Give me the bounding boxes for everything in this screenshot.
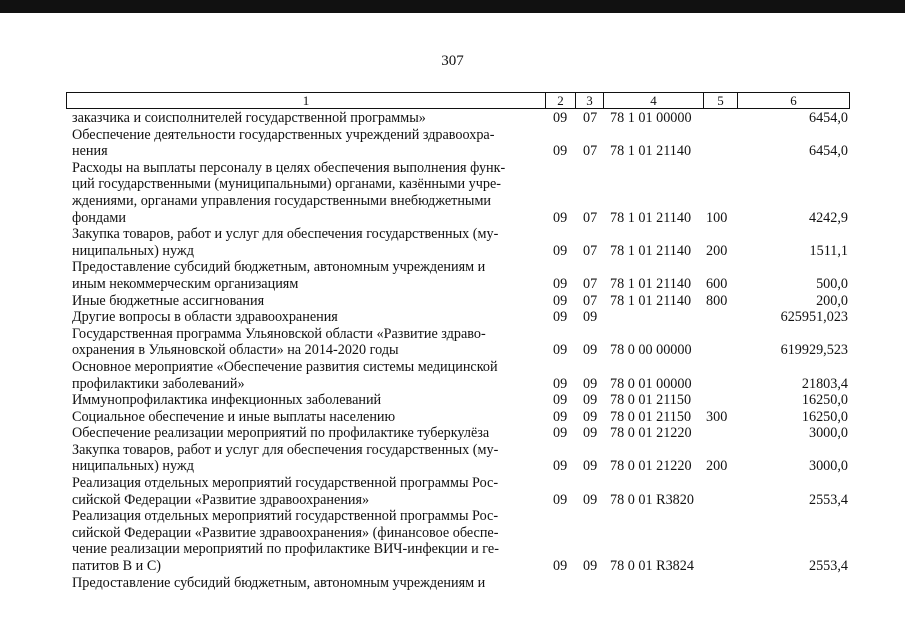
table-row: [72, 259, 852, 292]
row-codes: [72, 276, 852, 293]
description-line: Предоставление субсидий бюджетным, автономным учреждениям и: [72, 574, 486, 591]
description-line: патитов В и С): [72, 558, 162, 575]
row-codes: [72, 243, 852, 260]
description-line: Иные бюджетные ассигнования: [72, 292, 265, 309]
target-article-code: 78 1 01 21140: [610, 292, 692, 309]
header-col-4: 4: [603, 93, 703, 108]
subsection-code: 09: [583, 342, 598, 359]
description-line: Реализация отдельных мероприятий государственной программы Рос-: [72, 475, 499, 492]
table-row: [72, 409, 852, 426]
section-code: 09: [553, 242, 568, 259]
subsection-code: 07: [583, 275, 598, 292]
amount: 21803,4: [801, 375, 848, 392]
row-codes: [72, 210, 852, 227]
amount: 500,0: [816, 275, 848, 292]
description-line: заказчика и соисполнителей государственной программы»: [72, 110, 426, 126]
description-line: Обеспечение деятельности государственных учреждений здравоохра-: [72, 126, 495, 143]
description-line: ниципальных) нужд: [72, 242, 194, 259]
expense-type-code: 200: [706, 242, 728, 259]
section-code: 09: [553, 375, 568, 392]
target-article-code: 78 0 01 R3820: [610, 491, 694, 508]
subsection-code: 09: [583, 425, 598, 442]
amount: 6454,0: [808, 143, 848, 160]
table-row: [72, 442, 852, 475]
table-row: [72, 293, 852, 310]
section-code: 09: [553, 425, 568, 442]
header-col-5: 5: [703, 93, 737, 108]
subsection-code: 07: [583, 209, 598, 226]
section-code: 09: [553, 110, 568, 126]
table-row: [72, 127, 852, 160]
section-code: 09: [553, 309, 568, 326]
target-article-code: 78 0 01 21220: [610, 458, 692, 475]
row-codes: [72, 376, 852, 393]
description-line: Государственная программа Ульяновской области «Развитие здраво-: [72, 325, 486, 342]
expense-type-code: 600: [706, 275, 728, 292]
subsection-code: 09: [583, 375, 598, 392]
amount: 16250,0: [801, 408, 848, 425]
row-codes: [72, 575, 852, 592]
header-col-2: 2: [545, 93, 575, 108]
description-line: Другие вопросы в области здравоохранения: [72, 309, 338, 326]
section-code: 09: [553, 292, 568, 309]
section-code: 09: [553, 209, 568, 226]
row-codes: [72, 293, 852, 310]
description-line: Закупка товаров, работ и услуг для обеспечения государственных (му-: [72, 441, 499, 458]
target-article-code: 78 1 01 00000: [610, 110, 692, 126]
description-line: профилактики заболеваний»: [72, 375, 245, 392]
row-codes: [72, 558, 852, 575]
amount: 16250,0: [801, 392, 848, 409]
amount: 6454,0: [808, 110, 848, 126]
description-line: охранения в Ульяновской области» на 2014-2020 годы: [72, 342, 399, 359]
description-line: Основное мероприятие «Обеспечение развития системы медицинской: [72, 358, 498, 375]
table-row: [72, 425, 852, 442]
target-article-code: 78 0 00 00000: [610, 342, 692, 359]
section-code: 09: [553, 408, 568, 425]
section-code: 09: [553, 275, 568, 292]
section-code: 09: [553, 558, 568, 575]
subsection-code: 09: [583, 408, 598, 425]
table-row: [72, 326, 852, 359]
table-header: [66, 92, 850, 109]
header-col-6: 6: [737, 93, 849, 108]
description-line: иным некоммерческим организациям: [72, 275, 299, 292]
table-row: [72, 575, 852, 592]
target-article-code: 78 1 01 21140: [610, 275, 692, 292]
header-col-1: 1: [302, 93, 310, 108]
row-codes: [72, 458, 852, 475]
section-code: 09: [553, 342, 568, 359]
subsection-code: 09: [583, 491, 598, 508]
description-line: Реализация отдельных мероприятий государственной программы Рос-: [72, 508, 499, 525]
table-row: [72, 309, 852, 326]
table-row: [72, 508, 852, 574]
amount: 3000,0: [808, 425, 848, 442]
table-row: [72, 359, 852, 392]
amount: 2553,4: [808, 558, 848, 575]
subsection-code: 07: [583, 292, 598, 309]
expense-type-code: 100: [706, 209, 728, 226]
description-line: Социальное обеспечение и иные выплаты населению: [72, 408, 396, 425]
subsection-code: 09: [583, 458, 598, 475]
header-col-3: 3: [575, 93, 603, 108]
amount: 4242,9: [808, 209, 848, 226]
description-line: Предоставление субсидий бюджетным, автономным учреждениям и: [72, 259, 486, 276]
description-line: Обеспечение реализации мероприятий по профилактике туберкулёза: [72, 425, 490, 442]
subsection-code: 07: [583, 143, 598, 160]
description-line: Расходы на выплаты персоналу в целях обеспечения выполнения функ-: [72, 159, 506, 176]
scan-top-border: [0, 0, 905, 13]
table-row: [72, 226, 852, 259]
table-row: [72, 475, 852, 508]
target-article-code: 78 0 01 21220: [610, 425, 692, 442]
row-codes: [72, 425, 852, 442]
description-line: фондами: [72, 209, 126, 226]
description-line: ниципальных) нужд: [72, 458, 194, 475]
expense-type-code: 200: [706, 458, 728, 475]
target-article-code: 78 0 01 R3824: [610, 558, 694, 575]
amount: 1511,1: [809, 242, 848, 259]
subsection-code: 07: [583, 110, 598, 126]
row-codes: [72, 110, 852, 127]
target-article-code: 78 0 01 21150: [610, 408, 692, 425]
description-line: Иммунопрофилактика инфекционных заболеваний: [72, 392, 382, 409]
row-codes: [72, 492, 852, 509]
target-article-code: 78 0 01 00000: [610, 375, 692, 392]
section-code: 09: [553, 392, 568, 409]
amount: 3000,0: [808, 458, 848, 475]
target-article-code: 78 1 01 21140: [610, 143, 692, 160]
description-line: нения: [72, 143, 108, 160]
section-code: 09: [553, 458, 568, 475]
target-article-code: 78 1 01 21140: [610, 209, 692, 226]
description-line: чение реализации мероприятий по профилактике ВИЧ-инфекции и ге-: [72, 541, 499, 558]
table-row: [72, 160, 852, 226]
row-codes: [72, 392, 852, 409]
row-codes: [72, 409, 852, 426]
target-article-code: 78 1 01 21140: [610, 242, 692, 259]
page-number: 307: [441, 53, 464, 69]
target-article-code: 78 0 01 21150: [610, 392, 692, 409]
subsection-code: 09: [583, 558, 598, 575]
table-body: [72, 110, 852, 591]
subsection-code: 09: [583, 392, 598, 409]
expense-type-code: 300: [706, 408, 728, 425]
section-code: 09: [553, 491, 568, 508]
description-line: Закупка товаров, работ и услуг для обеспечения государственных (му-: [72, 226, 499, 243]
description-line: ждениями, органами управления государственными внебюджетными: [72, 192, 492, 209]
row-codes: [72, 143, 852, 160]
row-codes: [72, 309, 852, 326]
expense-type-code: 800: [706, 292, 728, 309]
section-code: 09: [553, 143, 568, 160]
table-row: [72, 392, 852, 409]
amount: 2553,4: [808, 491, 848, 508]
amount: 200,0: [816, 292, 848, 309]
table-row: [72, 110, 852, 127]
subsection-code: 09: [583, 309, 598, 326]
description-line: сийской Федерации «Развитие здравоохранения» (финансовое обеспе-: [72, 524, 499, 541]
subsection-code: 07: [583, 242, 598, 259]
amount: 625951,023: [780, 309, 848, 326]
amount: 619929,523: [780, 342, 848, 359]
row-codes: [72, 342, 852, 359]
description-line: ций государственными (муниципальными) органами, казёнными учре-: [72, 176, 502, 193]
description-line: сийской Федерации «Развитие здравоохранения»: [72, 491, 370, 508]
